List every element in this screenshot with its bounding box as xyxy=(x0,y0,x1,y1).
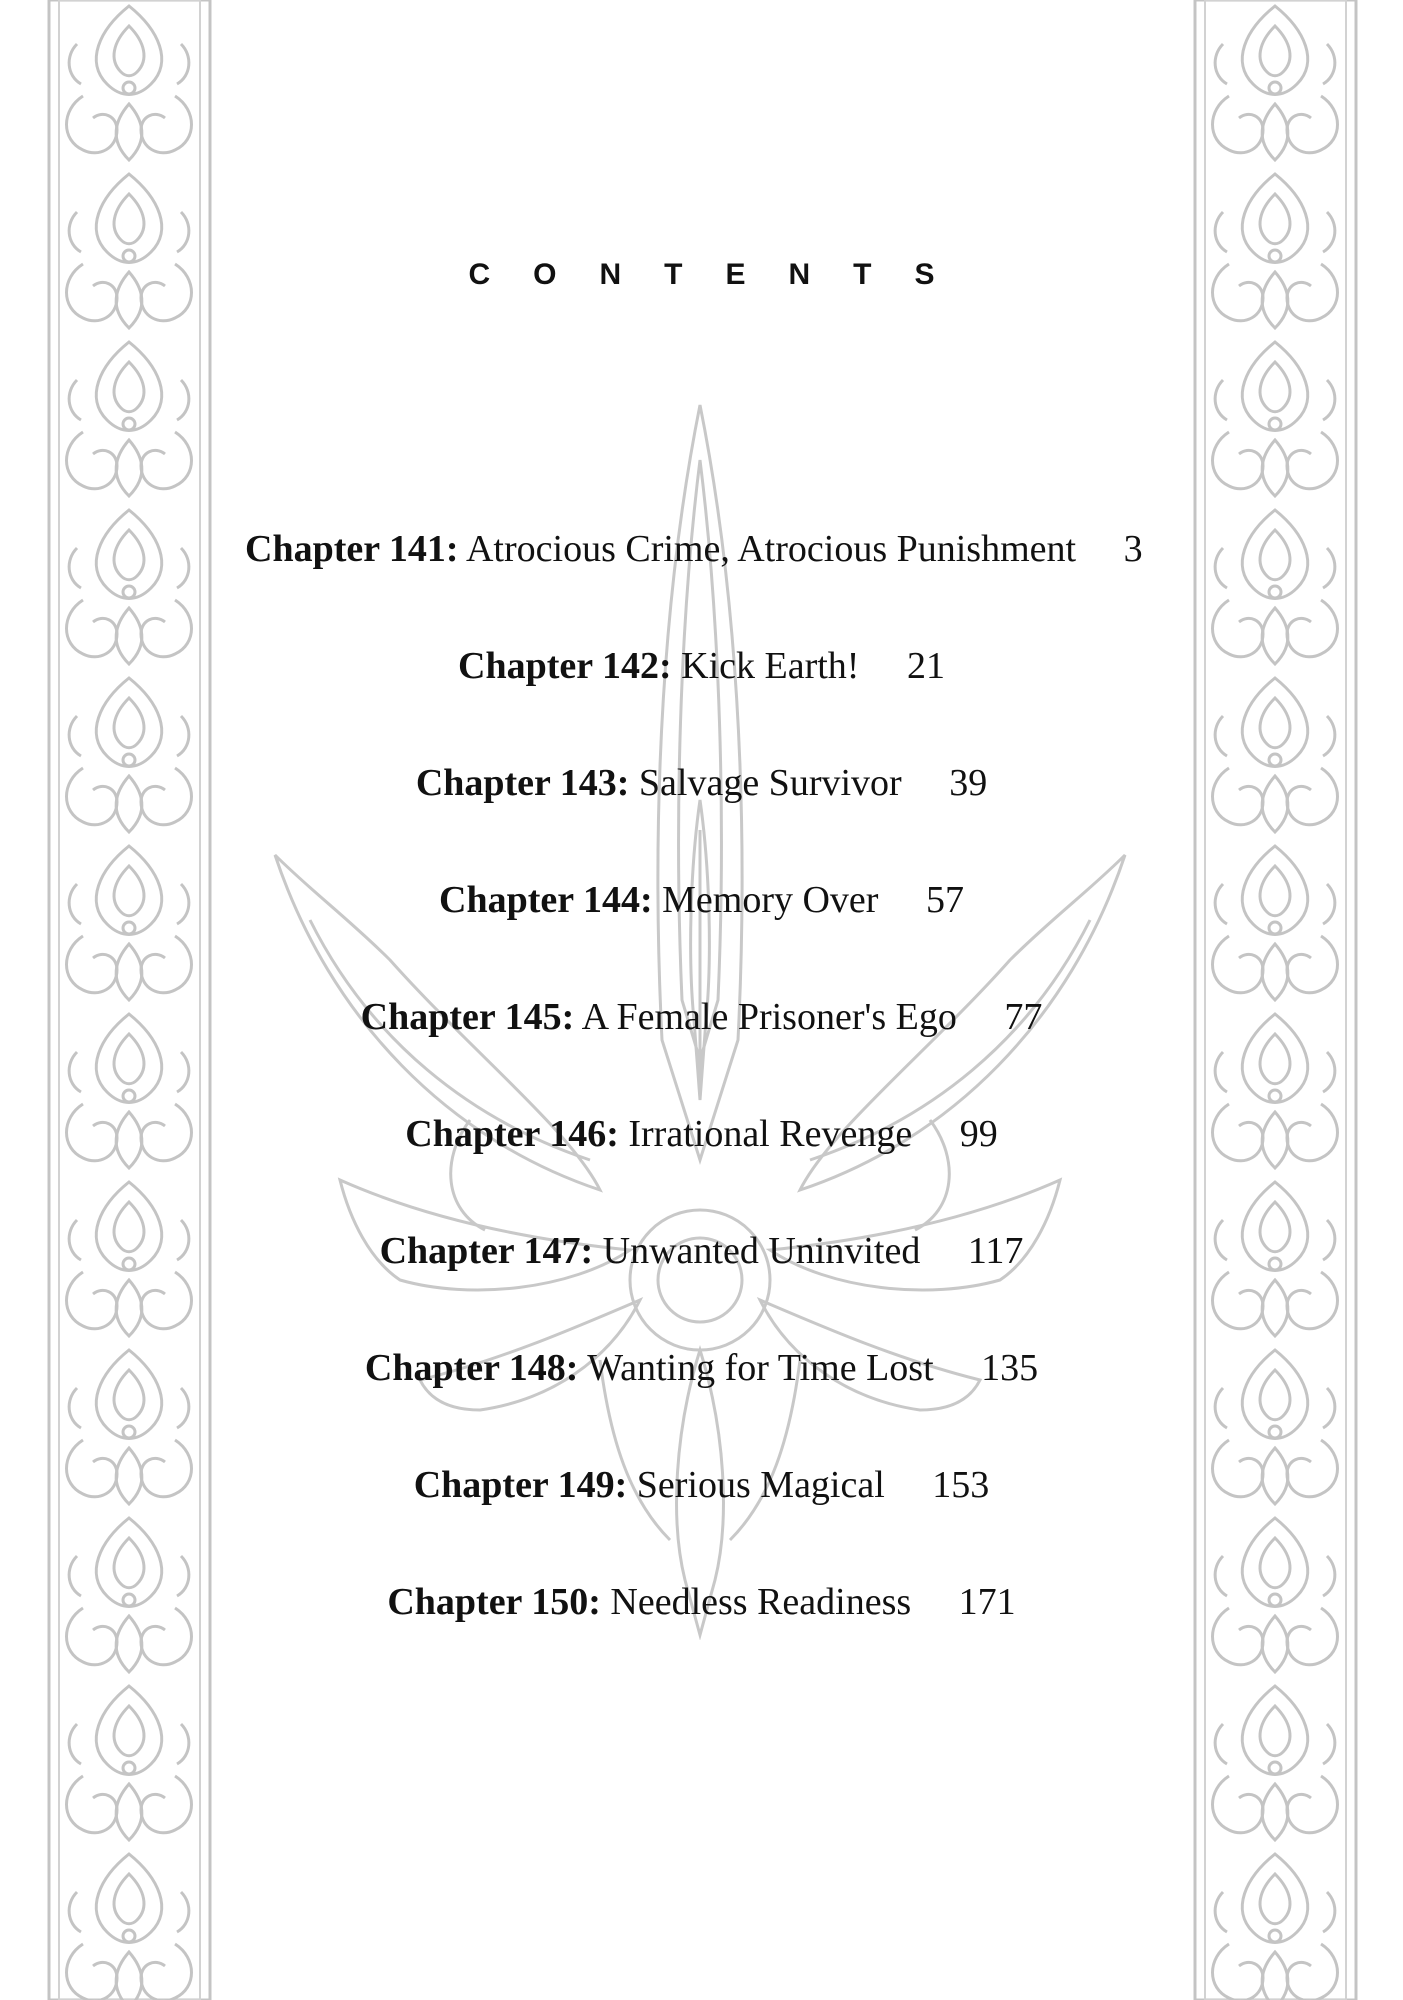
toc-entry-chapter-142 xyxy=(0,638,1403,755)
chapter-label: Chapter 144: xyxy=(439,879,653,921)
chapter-page-number: 3 xyxy=(1123,528,1143,570)
toc-entry-chapter-144 xyxy=(0,872,1403,989)
chapter-label: Chapter 150: xyxy=(387,1581,601,1623)
chapter-label: Chapter 148: xyxy=(364,1347,579,1389)
chapter-label: Chapter 143: xyxy=(415,762,630,804)
chapter-title: Unwanted Uninvited xyxy=(602,1230,921,1272)
chapter-title: Wanting for Time Lost xyxy=(587,1347,934,1389)
toc-entry-chapter-145 xyxy=(0,989,1403,1106)
chapter-title: Irrational Revenge xyxy=(628,1113,913,1155)
chapter-label: Chapter 141: xyxy=(245,528,459,570)
chapter-label: Chapter 146: xyxy=(405,1113,619,1155)
chapter-page-number: 153 xyxy=(932,1464,990,1506)
chapter-page-number: 171 xyxy=(958,1581,1016,1623)
chapter-label: Chapter 149: xyxy=(413,1464,628,1506)
toc-entry-chapter-148 xyxy=(0,1340,1403,1457)
toc-entry-chapter-143 xyxy=(0,755,1403,872)
chapter-page-number: 135 xyxy=(981,1347,1039,1389)
contents-heading: CONTENTS xyxy=(468,258,978,291)
chapter-title: Serious Magical xyxy=(636,1464,885,1506)
chapter-page-number: 21 xyxy=(906,645,945,687)
chapter-page-number: 77 xyxy=(1004,996,1043,1038)
chapter-title: Kick Earth! xyxy=(681,645,860,687)
chapter-title: A Female Prisoner's Ego xyxy=(581,996,957,1038)
chapter-label: Chapter 147: xyxy=(379,1230,594,1272)
chapter-page-number: 39 xyxy=(949,762,988,804)
chapter-page-number: 99 xyxy=(959,1113,998,1155)
chapter-label: Chapter 142: xyxy=(458,645,672,687)
chapter-title: Atrocious Crime, Atrocious Punishment xyxy=(465,528,1077,570)
toc-entry-chapter-147 xyxy=(0,1223,1403,1340)
toc-entry-chapter-146 xyxy=(0,1106,1403,1223)
toc-entry-chapter-141 xyxy=(0,521,1403,638)
chapter-title: Salvage Survivor xyxy=(638,762,902,804)
toc-entry-chapter-150 xyxy=(0,1574,1403,1691)
chapter-label: Chapter 145: xyxy=(360,996,575,1038)
chapter-page-number: 57 xyxy=(925,879,964,921)
table-of-contents xyxy=(0,521,1403,1691)
chapter-title: Memory Over xyxy=(662,879,879,921)
chapter-page-number: 117 xyxy=(967,1230,1024,1272)
chapter-title: Needless Readiness xyxy=(610,1581,912,1623)
toc-entry-chapter-149 xyxy=(0,1457,1403,1574)
